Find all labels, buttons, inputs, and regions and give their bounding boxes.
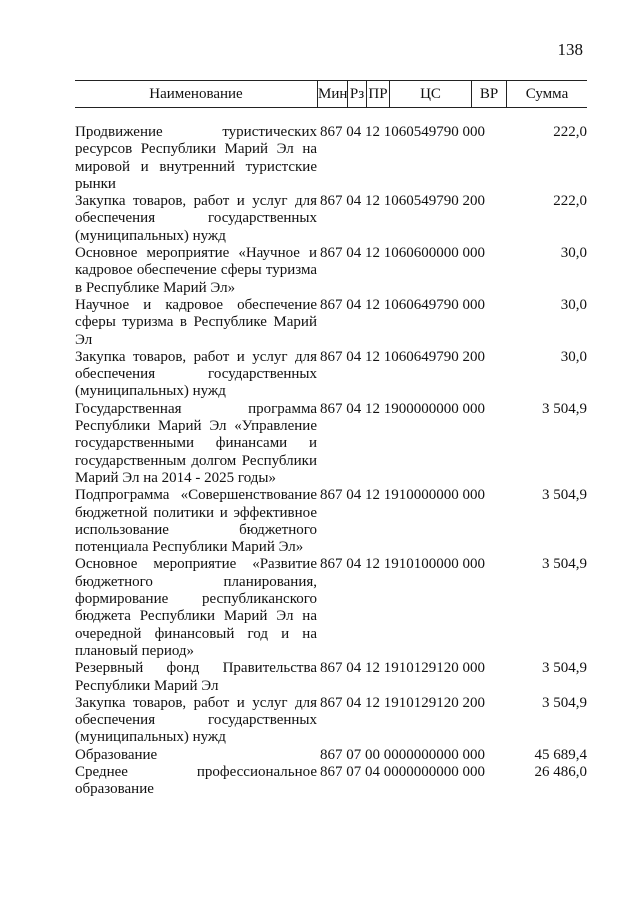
table-row bbox=[75, 660, 587, 695]
row-name: Закупка товаров, работ и услуг для обеспечения государственных (муниципальных) нужд bbox=[75, 193, 317, 244]
table-row bbox=[75, 245, 587, 297]
row-codes: 867 04 12 1910100000 000 bbox=[320, 556, 485, 573]
row-name: Подпрограмма «Совершенствование бюджетной политики и эффективное использование бюджетного потенциала Республики Марий Эл» bbox=[75, 487, 317, 556]
table-body bbox=[75, 124, 587, 799]
header-pr: ПР bbox=[368, 86, 388, 102]
table-row bbox=[75, 297, 587, 349]
row-codes: 867 04 12 1910000000 000 bbox=[320, 487, 485, 504]
page-number: 138 bbox=[557, 40, 583, 59]
header-cs: ЦС bbox=[420, 86, 441, 102]
row-sum: 3 504,9 bbox=[542, 400, 587, 417]
row-sum: 222,0 bbox=[553, 193, 587, 210]
row-name: Закупка товаров, работ и услуг для обеспечения государственных (муниципальных) нужд bbox=[75, 348, 317, 400]
table-row bbox=[75, 747, 587, 764]
row-sum: 3 504,9 bbox=[542, 487, 587, 504]
header-vr: ВР bbox=[479, 86, 499, 102]
table-row bbox=[75, 695, 587, 747]
row-codes: 867 04 12 1060649790 000 bbox=[320, 296, 485, 313]
header-min: Мин bbox=[318, 86, 348, 102]
table-row bbox=[75, 556, 587, 660]
header-sum: Сумма bbox=[525, 86, 569, 102]
header-rz: Рз bbox=[349, 86, 365, 102]
row-name: Закупка товаров, работ и услуг для обеспечения государственных (муниципальных) нужд bbox=[75, 694, 317, 746]
row-sum: 30,0 bbox=[560, 245, 587, 262]
row-name: Среднее профессиональное образование bbox=[75, 763, 317, 798]
row-sum: 45 689,4 bbox=[534, 746, 587, 763]
row-name: Резервный фонд Правительства Республики Марий Эл bbox=[75, 660, 317, 694]
row-codes: 867 04 12 1910129120 000 bbox=[320, 660, 485, 677]
row-codes: 867 07 04 0000000000 000 bbox=[320, 763, 485, 780]
row-name: Государственная программа Республики Марий Эл «Управление государственными финансами и государственным долгом Республики Марий Эл на 2014 - 2025 годы» bbox=[75, 400, 317, 486]
row-sum: 3 504,9 bbox=[542, 694, 587, 711]
table-row bbox=[75, 487, 587, 556]
row-codes: 867 04 12 1900000000 000 bbox=[320, 400, 485, 417]
row-codes: 867 04 12 1910129120 200 bbox=[320, 694, 485, 711]
row-sum: 3 504,9 bbox=[542, 660, 587, 677]
table-row bbox=[75, 401, 587, 487]
table-row bbox=[75, 124, 587, 193]
row-name: Продвижение туристических ресурсов Республики Марий Эл на мировой и внутренний туристские рынки bbox=[75, 124, 317, 192]
budget-table bbox=[75, 80, 587, 799]
table-header bbox=[75, 80, 587, 108]
table-row bbox=[75, 349, 587, 401]
table-row bbox=[75, 764, 587, 799]
row-codes: 867 04 12 1060549790 000 bbox=[320, 124, 485, 140]
row-name: Основное мероприятие «Научное и кадровое обеспечение сферы туризма в Республике Марий Эл» bbox=[75, 245, 317, 296]
row-codes: 867 04 12 1060600000 000 bbox=[320, 245, 485, 262]
row-sum: 30,0 bbox=[560, 296, 587, 313]
row-name: Научное и кадровое обеспечение сферы туризма в Республике Марий Эл bbox=[75, 296, 317, 348]
row-name: Основное мероприятие «Развитие бюджетного планирования, формирование республиканского бюджета Республики Марий Эл на очередной финансовый год и на плановый период» bbox=[75, 556, 317, 659]
header-name: Наименование bbox=[149, 86, 243, 102]
row-sum: 26 486,0 bbox=[534, 763, 587, 780]
row-codes: 867 07 00 0000000000 000 bbox=[320, 746, 485, 763]
table-row bbox=[75, 193, 587, 245]
row-codes: 867 04 12 1060549790 200 bbox=[320, 193, 485, 210]
row-sum: 30,0 bbox=[560, 348, 587, 365]
row-codes: 867 04 12 1060649790 200 bbox=[320, 348, 485, 365]
row-name: Образование bbox=[75, 746, 158, 763]
row-sum: 222,0 bbox=[553, 124, 587, 140]
row-sum: 3 504,9 bbox=[542, 556, 587, 573]
